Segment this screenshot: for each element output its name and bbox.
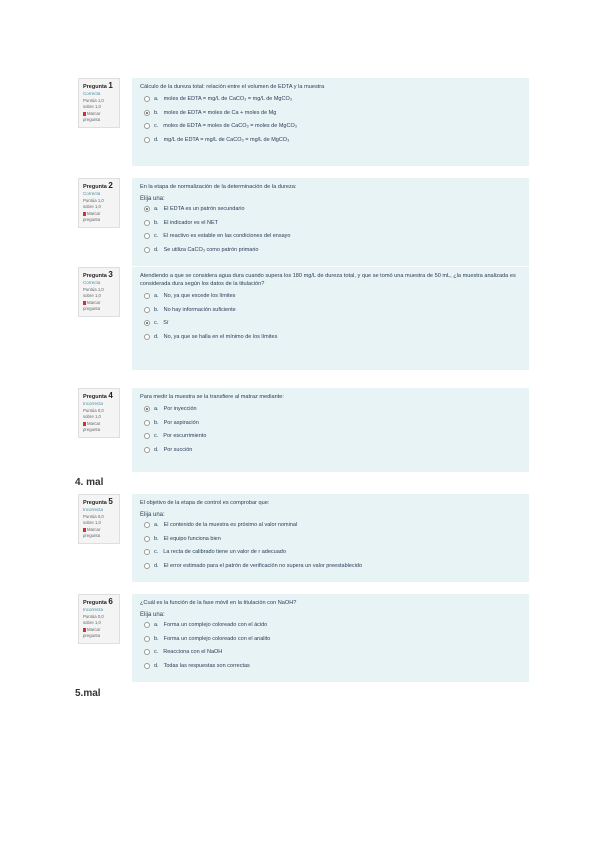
answer-option[interactable] bbox=[144, 220, 521, 226]
question-content bbox=[132, 178, 529, 266]
option-text: mg/L de EDTA = mg/L de CaCO₃ = mg/L de MgCO₃ bbox=[163, 136, 290, 143]
option-text: Sí bbox=[163, 320, 169, 327]
flag-question-link[interactable]: Marcar pregunta bbox=[83, 627, 101, 638]
answer-option[interactable] bbox=[144, 110, 521, 116]
question-info bbox=[78, 78, 120, 128]
option-text: El equipo funciona bien bbox=[163, 535, 221, 542]
radio-button[interactable] bbox=[144, 649, 150, 655]
answer-option[interactable] bbox=[144, 406, 521, 412]
answer-option[interactable] bbox=[144, 123, 521, 129]
flag-icon bbox=[83, 422, 86, 426]
option-text: El EDTA es un patrón secundario bbox=[163, 206, 245, 212]
answer-option[interactable] bbox=[144, 206, 521, 212]
option-text: La recta de calibrado tiene un valor de r adecuado bbox=[163, 549, 286, 556]
question-status: Incorrecta bbox=[83, 401, 104, 406]
answer-option[interactable] bbox=[144, 334, 521, 340]
option-letter: c. bbox=[154, 123, 159, 130]
option-letter: d. bbox=[154, 562, 159, 569]
radio-button[interactable] bbox=[144, 320, 150, 326]
answer-option[interactable] bbox=[144, 447, 521, 453]
radio-button[interactable] bbox=[144, 536, 150, 542]
option-text: El indicador es el NET bbox=[163, 219, 219, 226]
option-text: Por succión bbox=[163, 446, 193, 453]
option-text: moles de EDTA = moles de CaCO₃ = moles de MgCO₃ bbox=[163, 123, 297, 130]
question-content bbox=[132, 267, 529, 370]
option-text: Se utiliza CaCO₃ como patrón primario bbox=[163, 246, 259, 253]
radio-button[interactable] bbox=[144, 522, 150, 528]
radio-button[interactable] bbox=[144, 622, 150, 628]
option-letter: c. bbox=[154, 320, 159, 327]
option-letter: b. bbox=[154, 306, 159, 313]
answer-option[interactable] bbox=[144, 293, 521, 299]
question-number: Pregunta 2 bbox=[83, 181, 113, 190]
radio-button[interactable] bbox=[144, 247, 150, 253]
radio-button[interactable] bbox=[144, 420, 150, 426]
question-text: Para medir la muestra se la transfiere al matraz mediante: bbox=[140, 394, 284, 400]
option-letter: b. bbox=[154, 635, 159, 642]
option-letter: d. bbox=[154, 246, 159, 253]
option-letter: d. bbox=[154, 446, 159, 453]
answer-option[interactable] bbox=[144, 320, 521, 326]
option-text: Todas las respuestas son correctas bbox=[163, 662, 250, 669]
question-points: Puntúa 1,0 sobre 1,0 bbox=[83, 287, 104, 298]
option-letter: c. bbox=[154, 233, 159, 240]
question-info bbox=[78, 267, 120, 317]
option-text: Forma un complejo coloreado con el ácido bbox=[163, 622, 268, 628]
answer-option[interactable] bbox=[144, 622, 521, 628]
choose-one-label: Elija una: bbox=[140, 512, 165, 518]
flag-question-link[interactable]: Marcar pregunta bbox=[83, 111, 101, 122]
answer-option[interactable] bbox=[144, 636, 521, 642]
option-text: El error estimado para el patrón de verificación no supera un valor preestablecido bbox=[163, 562, 363, 569]
option-letter: a. bbox=[154, 206, 159, 212]
radio-button[interactable] bbox=[144, 96, 150, 102]
option-letter: d. bbox=[154, 333, 159, 340]
question-number: Pregunta 4 bbox=[83, 391, 113, 400]
radio-button[interactable] bbox=[144, 549, 150, 555]
radio-button[interactable] bbox=[144, 110, 150, 116]
option-text: No hay información suficiente bbox=[163, 306, 236, 313]
question-text: El objetivo de la etapa de control es comprobar que: bbox=[140, 500, 270, 506]
question-content bbox=[132, 594, 529, 682]
question-content bbox=[132, 78, 529, 166]
option-text: Por inyección bbox=[163, 406, 197, 412]
option-text: Reacciona con el NaOH bbox=[163, 649, 223, 656]
radio-button[interactable] bbox=[144, 137, 150, 143]
question-points: Puntúa 1,0 sobre 1,0 bbox=[83, 198, 104, 209]
question-points: Puntúa 0,0 sobre 1,0 bbox=[83, 408, 104, 419]
question-info bbox=[78, 388, 120, 438]
question-content bbox=[132, 388, 529, 472]
handwritten-note-4: 4. mal bbox=[75, 477, 104, 488]
question-info bbox=[78, 594, 120, 644]
question-number: Pregunta 3 bbox=[83, 270, 113, 279]
radio-button[interactable] bbox=[144, 406, 150, 412]
flag-question-link[interactable]: Marcar pregunta bbox=[83, 300, 101, 311]
radio-button[interactable] bbox=[144, 123, 150, 129]
answer-option[interactable] bbox=[144, 307, 521, 313]
answer-option[interactable] bbox=[144, 420, 521, 426]
option-text: Forma un complejo coloreado con el analito bbox=[163, 635, 271, 642]
question-text: Atendiendo a que se considera agua dura cuando supera los 180 mg/L de dureza total, y que se tomó una muestra de 50 mL, ¿la muestra analizada es considerada dura según los datos de la titulación? bbox=[140, 273, 516, 287]
option-letter: a. bbox=[154, 96, 159, 102]
option-letter: b. bbox=[154, 535, 159, 542]
answer-option[interactable] bbox=[144, 549, 521, 555]
flag-icon bbox=[83, 628, 86, 632]
radio-button[interactable] bbox=[144, 220, 150, 226]
radio-button[interactable] bbox=[144, 663, 150, 669]
question-info bbox=[78, 494, 120, 544]
flag-icon bbox=[83, 212, 86, 216]
option-text: No, ya que se halla en el mínimo de los límites bbox=[163, 333, 278, 340]
option-letter: a. bbox=[154, 293, 159, 299]
answer-option[interactable] bbox=[144, 433, 521, 439]
option-text: El contenido de la muestra es próximo al valor nominal bbox=[163, 522, 298, 528]
radio-button[interactable] bbox=[144, 563, 150, 569]
option-letter: b. bbox=[154, 219, 159, 226]
question-info bbox=[78, 178, 120, 228]
choose-one-label: Elija una: bbox=[140, 612, 165, 618]
radio-button[interactable] bbox=[144, 636, 150, 642]
handwritten-note-5: 5.mal bbox=[75, 688, 101, 699]
flag-icon bbox=[83, 112, 86, 116]
option-letter: a. bbox=[154, 522, 159, 528]
radio-button[interactable] bbox=[144, 307, 150, 313]
option-letter: c. bbox=[154, 549, 159, 556]
question-points: Puntúa 1,0 sobre 1,0 bbox=[83, 98, 104, 109]
question-points: Puntúa 0,0 sobre 1,0 bbox=[83, 614, 104, 625]
flag-icon bbox=[83, 301, 86, 305]
radio-button[interactable] bbox=[144, 233, 150, 239]
question-points: Puntúa 0,0 sobre 1,0 bbox=[83, 514, 104, 525]
question-text: En la etapa de normalización de la determinación de la dureza: bbox=[140, 184, 297, 190]
answer-option[interactable] bbox=[144, 137, 521, 143]
option-letter: a. bbox=[154, 406, 159, 412]
flag-question-link[interactable]: Marcar pregunta bbox=[83, 421, 101, 432]
question-status: Correcta bbox=[83, 191, 101, 196]
option-text: Por escurrimiento bbox=[163, 433, 207, 440]
answer-option[interactable] bbox=[144, 233, 521, 239]
answer-option[interactable] bbox=[144, 663, 521, 669]
question-number: Pregunta 1 bbox=[83, 81, 113, 90]
option-letter: b. bbox=[154, 109, 159, 116]
question-text: ¿Cuál es la función de la fase móvil en la titulación con NaOH? bbox=[140, 600, 297, 606]
question-status: Correcta bbox=[83, 91, 101, 96]
question-text: Cálculo de la dureza total: relación entre el volumen de EDTA y la muestra bbox=[140, 84, 325, 90]
question-content bbox=[132, 494, 529, 582]
answer-option[interactable] bbox=[144, 649, 521, 655]
option-letter: b. bbox=[154, 419, 159, 426]
option-letter: d. bbox=[154, 662, 159, 669]
option-letter: c. bbox=[154, 433, 159, 440]
radio-button[interactable] bbox=[144, 293, 150, 299]
option-text: No, ya que excede los límites bbox=[163, 293, 236, 299]
answer-option[interactable] bbox=[144, 563, 521, 569]
answer-option[interactable] bbox=[144, 96, 521, 102]
question-status: Incorrecta bbox=[83, 507, 104, 512]
option-letter: d. bbox=[154, 136, 159, 143]
option-letter: a. bbox=[154, 622, 159, 628]
choose-one-label: Elija una: bbox=[140, 196, 165, 202]
radio-button[interactable] bbox=[144, 334, 150, 340]
radio-button[interactable] bbox=[144, 206, 150, 212]
question-number: Pregunta 5 bbox=[83, 497, 113, 506]
flag-question-link[interactable]: Marcar pregunta bbox=[83, 211, 101, 222]
answer-option[interactable] bbox=[144, 536, 521, 542]
question-status: Incorrecta bbox=[83, 607, 104, 612]
option-letter: c. bbox=[154, 649, 159, 656]
option-text: Por aspiración bbox=[163, 419, 199, 426]
flag-question-link[interactable]: Marcar pregunta bbox=[83, 527, 101, 538]
option-text: El reactivo es estable en las condiciones del ensayo bbox=[163, 233, 291, 240]
question-number: Pregunta 6 bbox=[83, 597, 113, 606]
answer-option[interactable] bbox=[144, 522, 521, 528]
flag-icon bbox=[83, 528, 86, 532]
answer-option[interactable] bbox=[144, 247, 521, 253]
radio-button[interactable] bbox=[144, 433, 150, 439]
option-text: moles de EDTA = moles de Ca + moles de Mg bbox=[163, 109, 277, 116]
question-status: Correcta bbox=[83, 280, 101, 285]
option-text: moles de EDTA = mg/L de CaCO₃ = mg/L de MgCO₃ bbox=[163, 96, 292, 102]
radio-button[interactable] bbox=[144, 447, 150, 453]
